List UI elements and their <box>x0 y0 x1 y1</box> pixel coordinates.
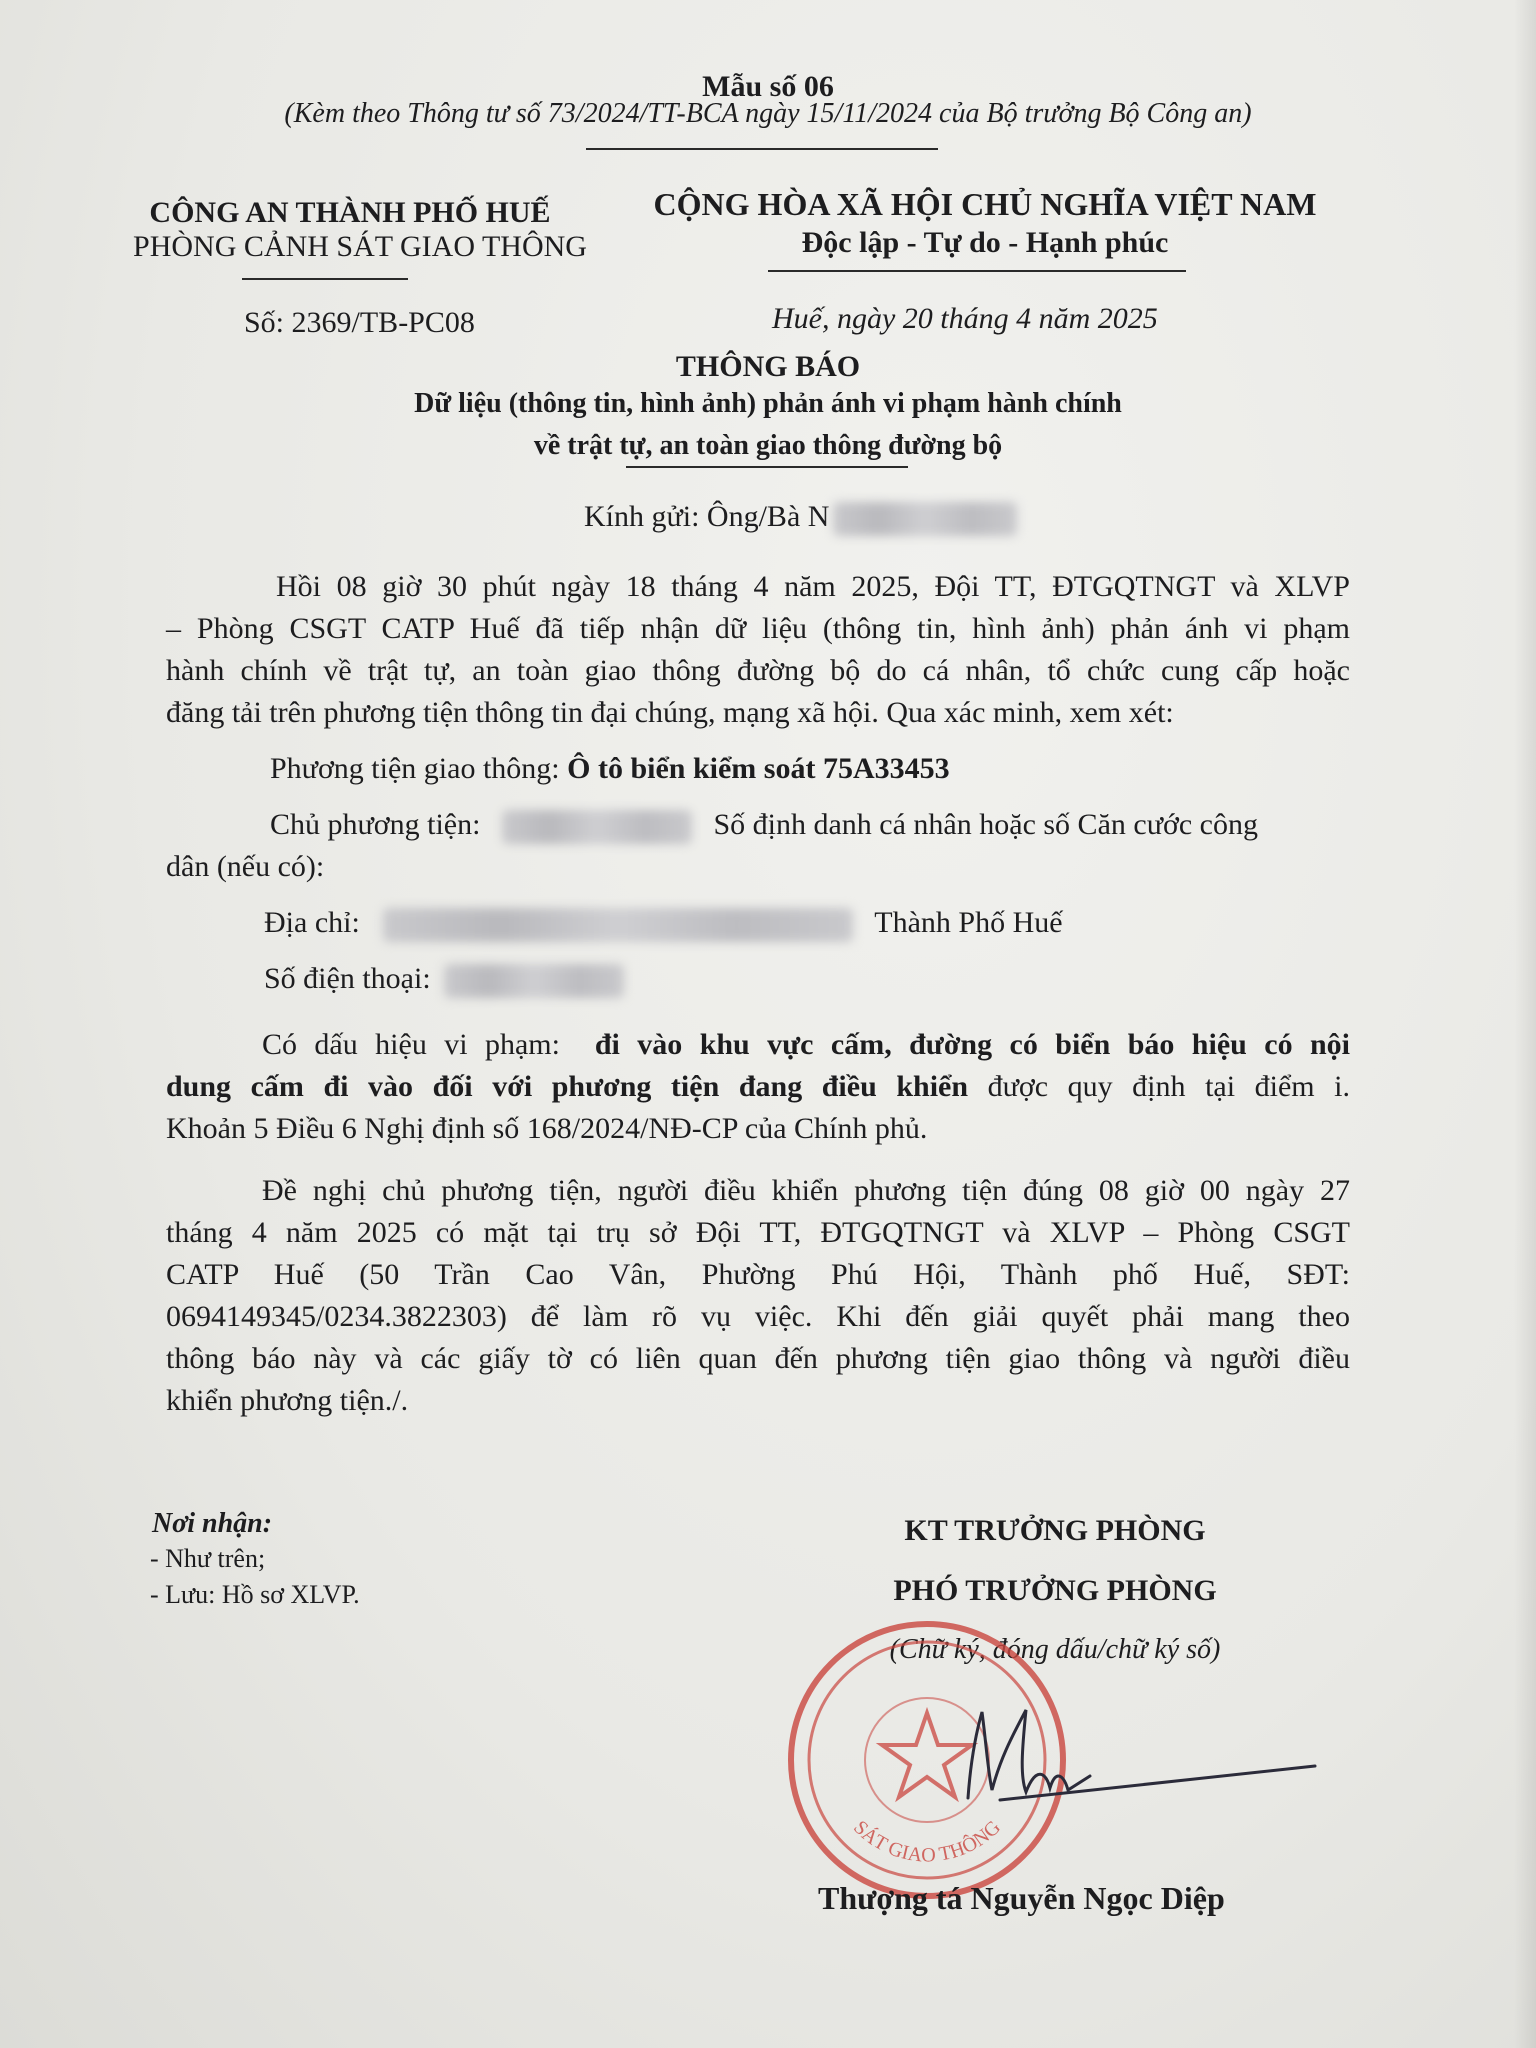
address-line <box>264 906 1063 942</box>
phone-line <box>264 962 624 998</box>
redacted-phone <box>444 964 624 998</box>
request-line-4: 0694149345/0234.3822303) để làm rõ vụ việc. Khi đến giải quyết phải mang theo <box>166 1300 1350 1333</box>
document-number: Số: 2369/TB-PC08 <box>244 306 475 339</box>
vehicle-value: Ô tô biển kiểm soát 75A33453 <box>567 752 950 785</box>
request-line-3: CATP Huế (50 Trần Cao Vân, Phường Phú Hội, Thành phố Huế, SĐT: <box>166 1258 1350 1291</box>
owner-id-label-cont: dân (nếu có): <box>166 850 325 883</box>
vehicle-line <box>270 752 950 786</box>
recipients-item-1: - Như trên; <box>150 1544 266 1573</box>
agency-name: CÔNG AN THÀNH PHỐ HUẾ <box>149 196 551 229</box>
form-divider <box>586 148 938 150</box>
title-underline <box>626 466 908 468</box>
motto-underline <box>768 270 1186 272</box>
signature-stroke <box>968 1710 1090 1798</box>
intro-line-2: – Phòng CSGT CATP Huế đã tiếp nhận dữ liệu (thông tin, hình ảnh) phản ánh vi phạm <box>166 612 1350 645</box>
violation-line-1 <box>166 1024 1350 1066</box>
intro-paragraph <box>166 566 1350 734</box>
violation-rest-2: được quy định tại điểm i. <box>987 1070 1350 1103</box>
page-edge-shadow <box>1514 0 1536 2048</box>
redacted-name <box>833 502 1017 536</box>
recipients-title: Nơi nhận: <box>152 1508 273 1539</box>
vehicle-label: Phương tiện giao thông: <box>270 752 560 785</box>
violation-line-3: Khoản 5 Điều 6 Nghị định số 168/2024/NĐ-CP của Chính phủ. <box>166 1112 928 1145</box>
agency-department: PHÒNG CẢNH SÁT GIAO THÔNG <box>133 230 587 263</box>
signature-note: (Chữ ký, đóng dấu/chữ ký số) <box>889 1634 1221 1665</box>
request-line-6: khiển phương tiện./. <box>166 1384 409 1417</box>
violation-bold-2: dung cấm đi vào đối với phương tiện đang điều khiển <box>166 1070 969 1103</box>
signature-title-2: PHÓ TRƯỞNG PHÒNG <box>893 1574 1217 1607</box>
intro-line-3: hành chính về trật tự, an toàn giao thông đường bộ do cá nhân, tổ chức cung cấp hoặc <box>166 654 1350 687</box>
redacted-address <box>383 908 853 942</box>
request-line-5: thông báo này và các giấy tờ có liên quan đến phương tiện giao thông và người điều <box>166 1342 1350 1375</box>
signature-title-1: KT TRƯỞNG PHÒNG <box>904 1514 1206 1547</box>
document-subtitle-1: Dữ liệu (thông tin, hình ảnh) phản ánh vi phạm hành chính <box>414 388 1122 419</box>
place-date: Huế, ngày 20 tháng 4 năm 2025 <box>772 302 1158 335</box>
owner-id-label: Số định danh cá nhân hoặc số Căn cước công <box>713 808 1258 841</box>
document-subtitle-2: về trật tự, an toàn giao thông đường bộ <box>533 430 1003 461</box>
recipients-item-2: - Lưu: Hồ sơ XLVP. <box>150 1580 360 1609</box>
address-city: Thành Phố Huế <box>874 906 1063 939</box>
recipient-label: Kính gửi: Ông/Bà N <box>584 500 830 533</box>
phone-label: Số điện thoại: <box>264 962 431 995</box>
document-title: THÔNG BÁO <box>675 350 861 383</box>
request-paragraph <box>166 1170 1350 1422</box>
owner-label: Chủ phương tiện: <box>270 808 481 841</box>
stamp-text: SÁT GIAO THÔNG <box>849 1816 1005 1867</box>
country-motto: Độc lập - Tự do - Hạnh phúc <box>801 226 1169 259</box>
owner-line <box>270 808 1258 844</box>
intro-line-4: đăng tải trên phương tiện thông tin đại chúng, mạng xã hội. Qua xác minh, xem xét: <box>166 696 1174 729</box>
violation-label: Có dấu hiệu vi phạm: <box>262 1028 560 1061</box>
violation-bold-1: đi vào khu vực cấm, đường có biển báo hiệu có nội <box>594 1028 1351 1061</box>
form-reference: (Kèm theo Thông tư số 73/2024/TT-BCA ngày 15/11/2024 của Bộ trưởng Bộ Công an) <box>284 98 1252 129</box>
violation-line-2 <box>166 1066 1350 1108</box>
address-label: Địa chỉ: <box>264 906 360 939</box>
request-line-1: Đề nghị chủ phương tiện, người điều khiển phương tiện đúng 08 giờ 00 ngày 27 <box>262 1174 1350 1207</box>
request-line-2: tháng 4 năm 2025 có mặt tại trụ sở Đội TT, ĐTGQTNGT và XLVP – Phòng CSGT <box>166 1216 1350 1249</box>
agency-underline <box>242 278 408 280</box>
recipient-line <box>584 500 1017 536</box>
country-name: CỘNG HÒA XÃ HỘI CHỦ NGHĨA VIỆT NAM <box>653 186 1317 222</box>
signer-name: Thượng tá Nguyễn Ngọc Diệp <box>818 1880 1225 1916</box>
form-number: Mẫu số 06 <box>702 70 834 103</box>
intro-line-1: Hồi 08 giờ 30 phút ngày 18 tháng 4 năm 2025, Đội TT, ĐTGQTNGT và XLVP <box>276 570 1350 603</box>
redacted-owner <box>502 810 692 844</box>
handwritten-signature <box>930 1680 1330 1820</box>
violation-paragraph <box>166 1024 1350 1150</box>
